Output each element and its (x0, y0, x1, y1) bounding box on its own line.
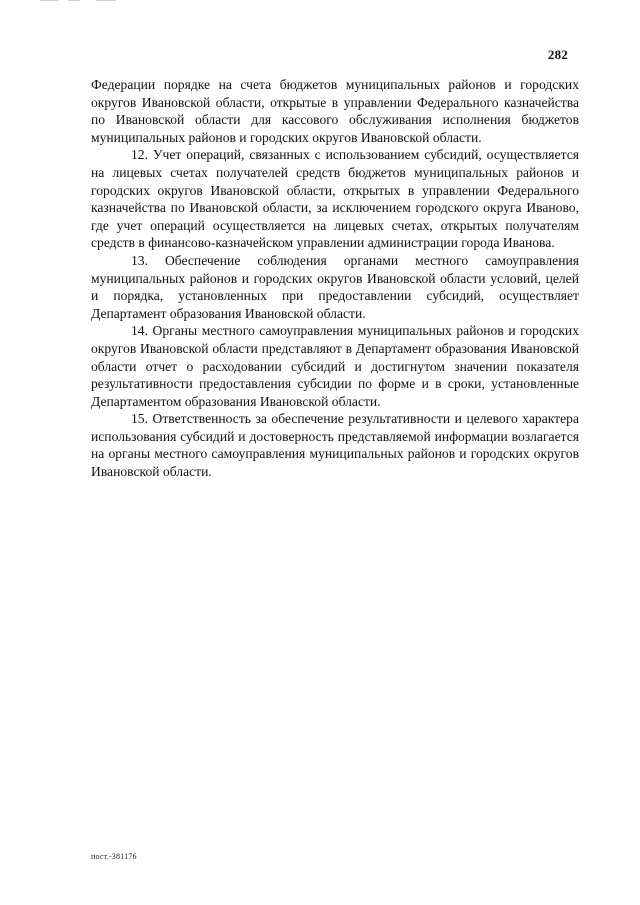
paragraph-14: 14. Органы местного самоуправления муниципальных районов и городских округов Ивановской области представляют в Департамент образования Ивановской области отчет о расходовании субсидий и достигнутом значении показателя результативности предоставления субсидии по форме и в сроки, установленные Департаментом образования Ивановской области. (91, 323, 579, 409)
page-number: 282 (547, 47, 568, 62)
scan-artifact (96, 0, 116, 1)
document-code: пост.-381176 (91, 852, 137, 861)
scan-artifact (40, 0, 58, 1)
paragraph-13: 13. Обеспечение соблюдения органами местного самоуправления муниципальных районов и городских округов Ивановской области условий, целей и порядка, установленных при предоставлении субсидий, осуществляет Департамент образования Ивановской области. (91, 252, 579, 321)
scan-artifact (68, 0, 80, 1)
document-body (91, 76, 579, 481)
paragraph-15: 15. Ответственность за обеспечение результативности и целевого характера использования субсидий и достоверность представляемой информации возлагается на органы местного самоуправления муниципальных районов и городских округов Ивановской области. (91, 411, 579, 480)
paragraph-12: 12. Учет операций, связанных с использованием субсидий, осуществляется на лицевых счетах получателей средств бюджетов муниципальных районов и городских округов Ивановской области, открытых в управлении Федерального казначейства по Ивановской области, за исключением городского округа Иваново, где учет операций осуществляется на лицевых счетах, открытых получателям средств в финансово-казначейском управлении администрации города Иванова. (91, 147, 579, 251)
paragraph-continuation: Федерации порядке на счета бюджетов муниципальных районов и городских округов Ивановской области, открытые в управлении Федерального казначейства по Ивановской области для кассового обслуживания исполнения бюджетов муниципальных районов и городских округов Ивановской области. (91, 77, 579, 145)
